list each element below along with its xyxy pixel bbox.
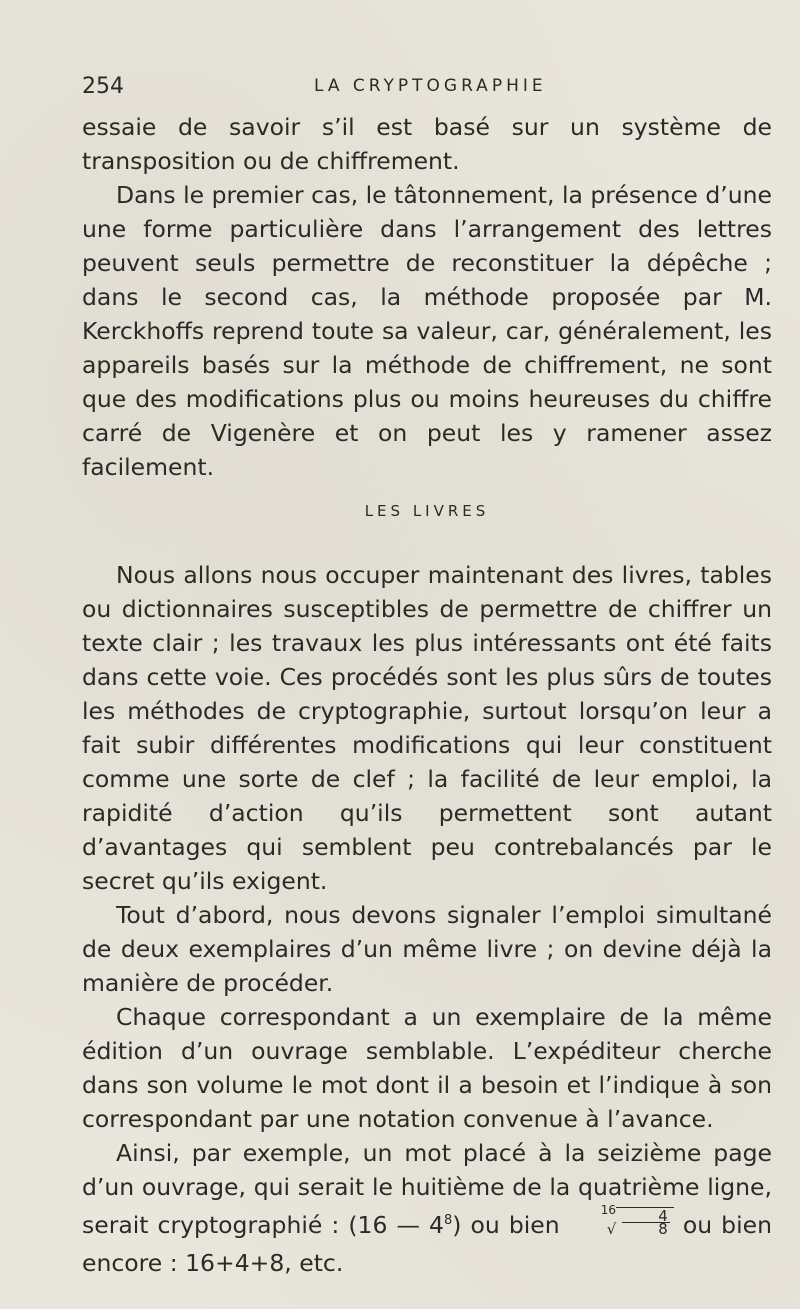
root-numerator: 4 bbox=[622, 1210, 670, 1223]
paragraph-5: Chaque correspondant a un exemplaire de la même édition d’un ouvrage semblable. L’expéditeur cherche dans son volume le mot dont il a besoin et l’indique à son correspondant par une notation convenue à l’avance. bbox=[82, 1003, 772, 1133]
paragraph-2: Dans le premier cas, le tâtonnement, la présence d’une une forme particulière dans l’arrangement des lettres peuvent seuls permettre de reconstituer la dépêche ; dans le second cas, la méthode proposée par M. Kerckhoffs reprend toute sa valeur, car, généralement, les appareils basés sur la méthode de chiffrement, ne sont que des modifications plus ou moins heureuses du chiffre carré de Vigenère et on peut les y ramener assez facilement. bbox=[82, 181, 772, 481]
page-number: 254 bbox=[82, 74, 124, 99]
body-text bbox=[82, 110, 772, 1280]
p6-mid: ) ou bien bbox=[452, 1210, 560, 1239]
p6-after: ou bien encore : 16+4+8, etc. bbox=[82, 1210, 772, 1277]
book-page bbox=[82, 70, 772, 1280]
section-title: LES LIVRES bbox=[364, 502, 490, 520]
running-title: LA CRYPTOGRAPHIE bbox=[314, 76, 547, 96]
page-header bbox=[82, 70, 772, 110]
paragraph-1: essaie de savoir s’il est basé sur un système de transposition ou de chiffrement. bbox=[82, 113, 772, 175]
root-formula: 16 √ $\frac{4}{8}$ bbox=[573, 1207, 674, 1246]
p6-intro: Ainsi, par exemple, un mot placé à la seizième page d’un ouvrage, qui serait le huitième de la quatrième ligne, serait cryptographié : (16 — 4 bbox=[82, 1139, 772, 1239]
root-denominator: 8 bbox=[658, 1219, 668, 1238]
root-index: 16 bbox=[600, 1202, 616, 1217]
exponent: 8 bbox=[444, 1213, 453, 1228]
paragraph-4: Tout d’abord, nous devons signaler l’emploi simultané de deux exemplaires d’un même livre ; on devine déjà la manière de procéder. bbox=[82, 901, 772, 997]
paragraph-6 bbox=[82, 1136, 772, 1280]
paragraph-3: Nous allons nous occuper maintenant des livres, tables ou dictionnaires susceptibles de permettre de chiffrer un texte clair ; les travaux les plus intéressants ont été faits dans cette voie. Ces procédés sont les plus sûrs de toutes les méthodes de cryptographie, surtout lorsqu’on leur a fait subir différentes modifications qui leur constituent comme une sorte de clef ; la facilité de leur emploi, la rapidité d’action qu’ils permettent sont autant d’avantages qui semblent peu contrebalancés par le secret qu’ils exigent. bbox=[82, 561, 772, 895]
